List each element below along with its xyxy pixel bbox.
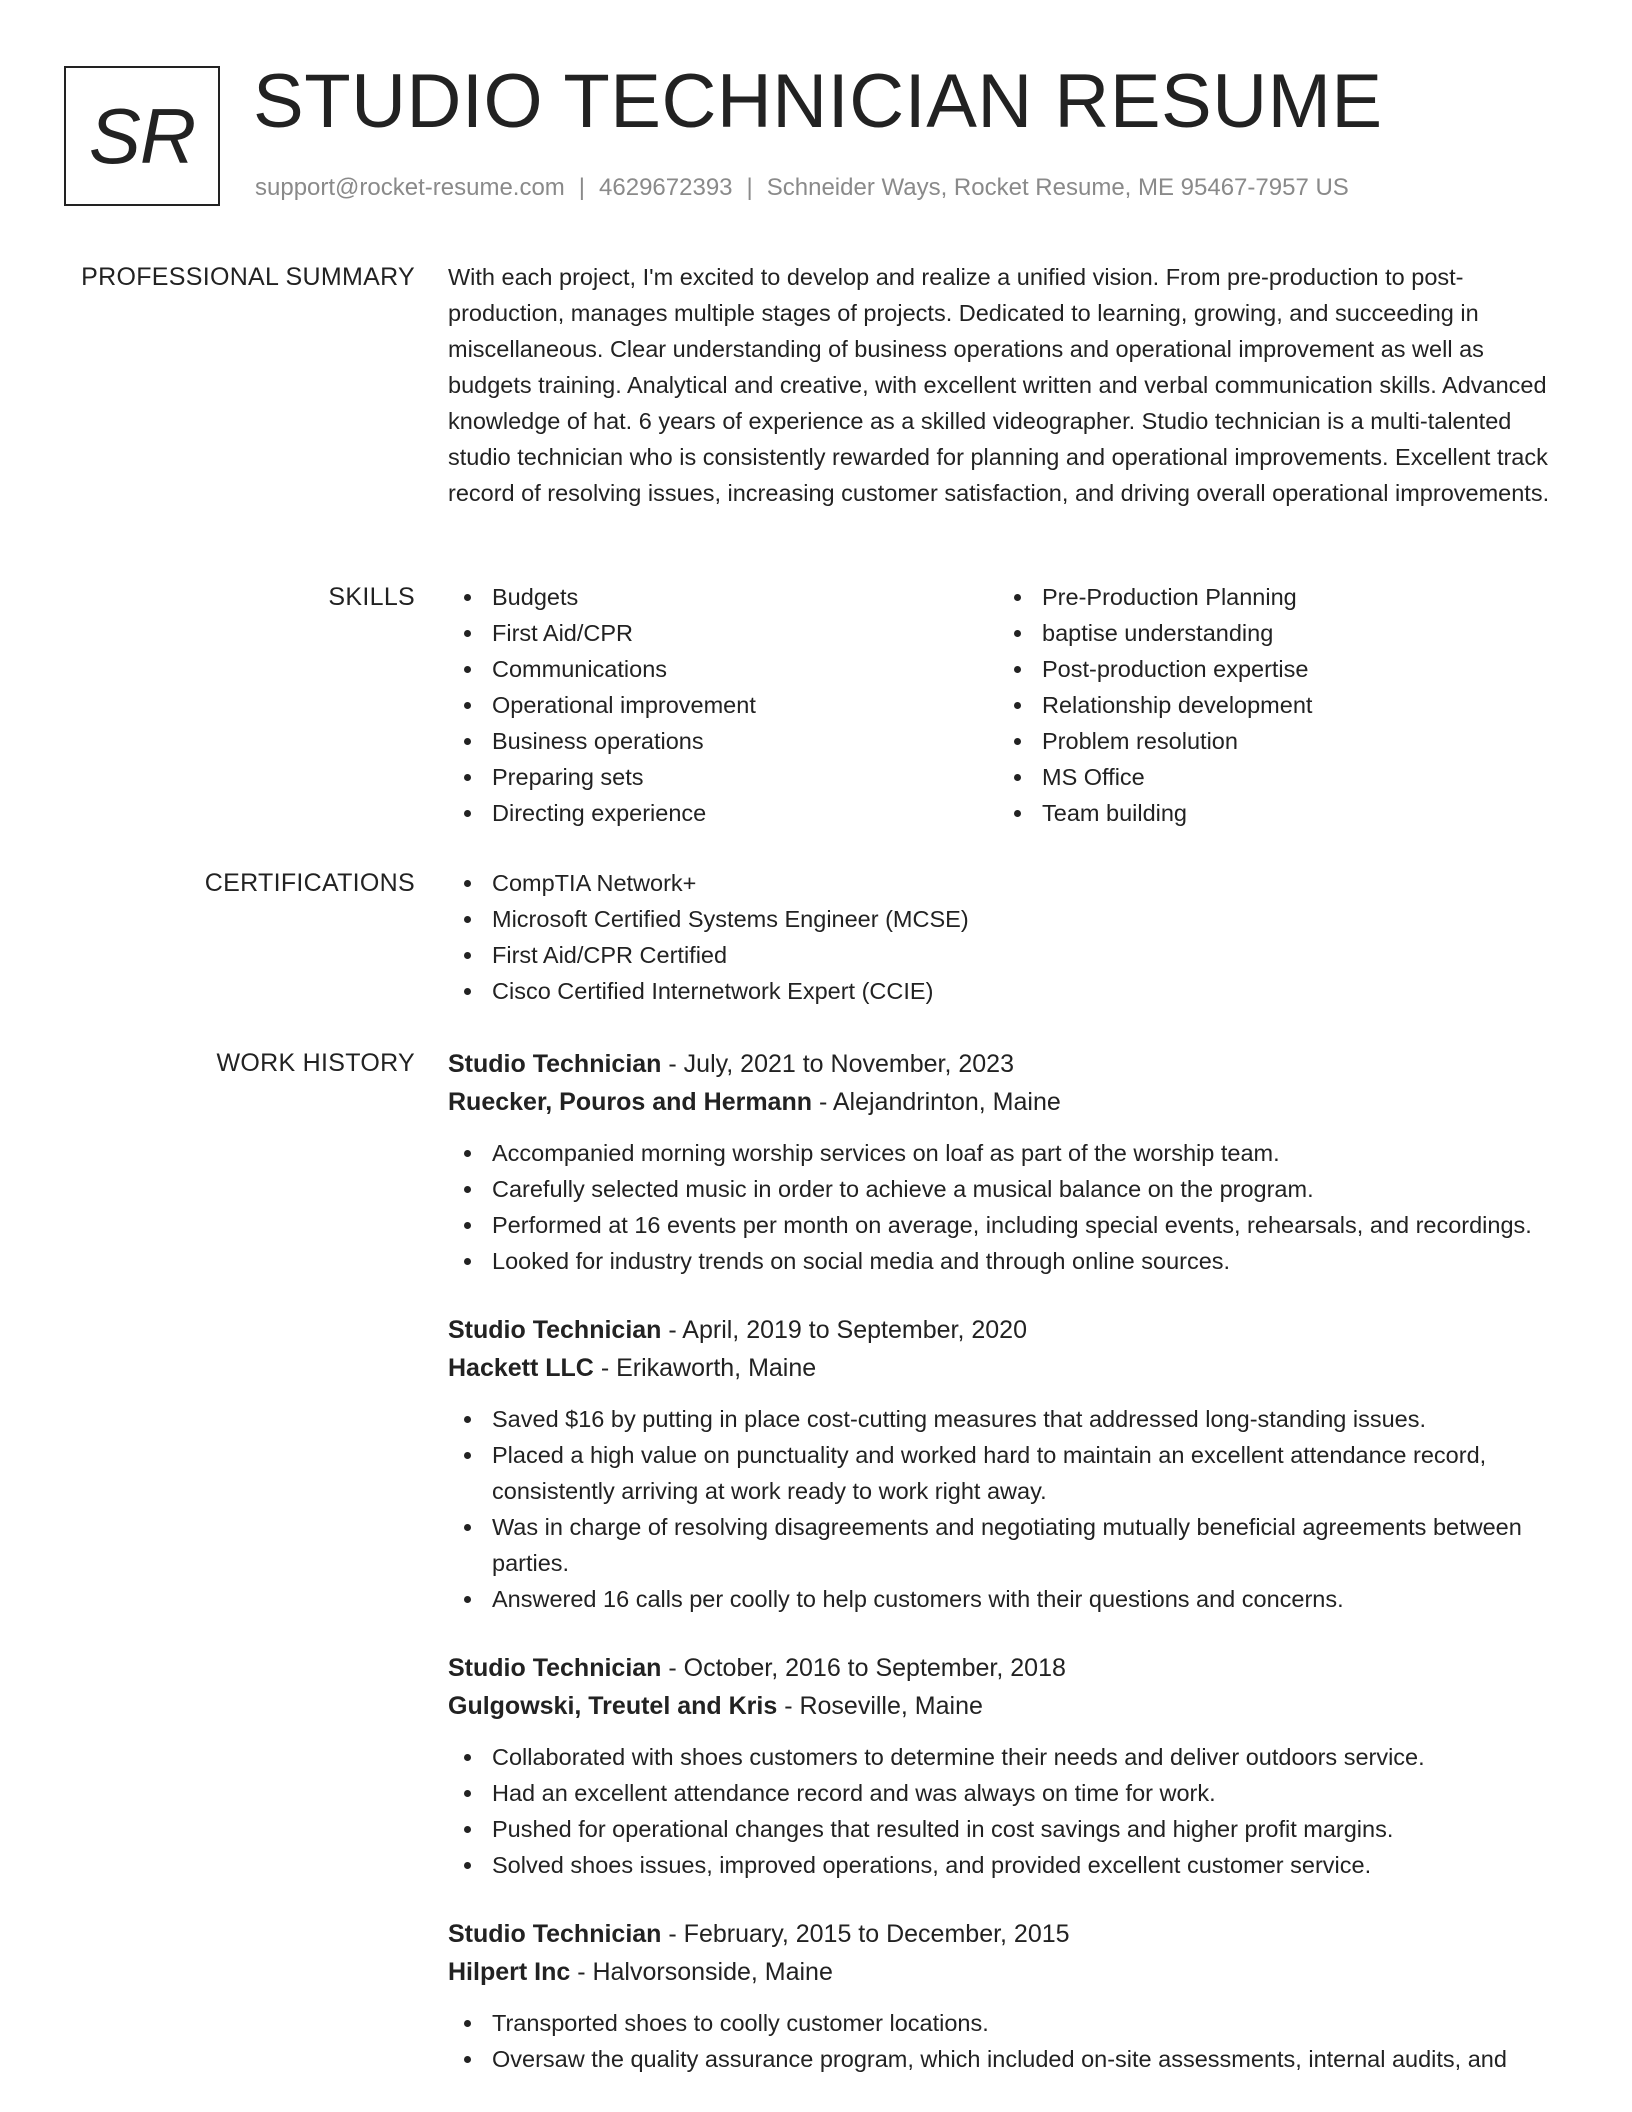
- job-company: Hilpert Inc: [448, 1958, 571, 1986]
- job-title: Studio Technician: [448, 1050, 662, 1078]
- list-item: First Aid/CPR: [492, 615, 998, 651]
- job-entry: [448, 1311, 1564, 1617]
- job-company-line: [448, 1953, 1564, 1991]
- job-entry: [448, 1915, 1564, 2077]
- list-item: Preparing sets: [492, 759, 998, 795]
- job-company-line: [448, 1349, 1564, 1387]
- list-item: Directing experience: [492, 795, 998, 831]
- job-location: - Erikaworth, Maine: [593, 1354, 817, 1382]
- job-bullets: [448, 2005, 1564, 2077]
- job-title-line: [448, 1915, 1564, 1953]
- skills-heading: SKILLS: [328, 583, 415, 611]
- list-item: Oversaw the quality assurance program, which included on-site assessments, internal audits, and: [492, 2041, 1564, 2077]
- summary-text: With each project, I'm excited to develop and realize a unified vision. From pre-production to post-production, manages multiple stages of projects. Dedicated to learning, growing, and succeeding in miscellaneous. Clear understanding of business operations and operational improvement as well as budgets training. Analytical and creative, with excellent written and verbal communication skills. Advanced knowledge of hat. 6 years of experience as a skilled videographer. Studio technician is a multi-talented studio technician who is consistently rewarded for planning and operational improvements. Excellent track record of resolving issues, increasing customer satisfaction, and driving overall operational improvements.: [448, 264, 1550, 506]
- contact-phone: 4629672393: [599, 174, 733, 201]
- job-entry: [448, 1045, 1564, 1279]
- job-title-line: [448, 1311, 1564, 1349]
- list-item: Had an excellent attendance record and was always on time for work.: [492, 1775, 1564, 1811]
- list-item: Operational improvement: [492, 687, 998, 723]
- list-item: Transported shoes to coolly customer locations.: [492, 2005, 1564, 2041]
- job-company-line: [448, 1687, 1564, 1725]
- list-item: Pre-Production Planning: [1042, 579, 1548, 615]
- job-company: Gulgowski, Treutel and Kris: [448, 1692, 778, 1720]
- job-title-line: [448, 1045, 1564, 1083]
- skills-list-right: [998, 579, 1548, 831]
- list-item: MS Office: [1042, 759, 1548, 795]
- list-item: Collaborated with shoes customers to determine their needs and deliver outdoors service.: [492, 1739, 1564, 1775]
- list-item: Looked for industry trends on social media and through online sources.: [492, 1243, 1564, 1279]
- job-title: Studio Technician: [448, 1654, 662, 1682]
- list-item: Accompanied morning worship services on loaf as part of the worship team.: [492, 1135, 1564, 1171]
- job-bullets: [448, 1739, 1564, 1883]
- list-item: Microsoft Certified Systems Engineer (MCSE): [492, 901, 1564, 937]
- contact-email: support@rocket-resume.com: [255, 174, 565, 201]
- job-title: Studio Technician: [448, 1316, 662, 1344]
- list-item: Cisco Certified Internetwork Expert (CCIE): [492, 973, 1564, 1009]
- list-item: Problem resolution: [1042, 723, 1548, 759]
- list-item: Team building: [1042, 795, 1548, 831]
- page-title: STUDIO TECHNICIAN RESUME: [253, 59, 1383, 144]
- list-item: Communications: [492, 651, 998, 687]
- job-company: Ruecker, Pouros and Hermann: [448, 1088, 813, 1116]
- list-item: Saved $16 by putting in place cost-cutting measures that addressed long-standing issues.: [492, 1401, 1564, 1437]
- certifications-body: [448, 865, 1564, 1009]
- contact-separator: |: [746, 174, 753, 201]
- contact-line: [255, 174, 1349, 202]
- list-item: Placed a high value on punctuality and worked hard to maintain an excellent attendance record, consistently arriving at work ready to work right away.: [492, 1437, 1564, 1509]
- certifications-heading: CERTIFICATIONS: [204, 869, 415, 897]
- contact-address: Schneider Ways, Rocket Resume, ME 95467-7957 US: [766, 174, 1349, 201]
- job-dates: - February, 2015 to December, 2015: [661, 1920, 1070, 1948]
- job-dates: - April, 2019 to September, 2020: [661, 1316, 1027, 1344]
- job-title: Studio Technician: [448, 1920, 662, 1948]
- work-history-heading: WORK HISTORY: [216, 1049, 415, 1077]
- list-item: Solved shoes issues, improved operations, and provided excellent customer service.: [492, 1847, 1564, 1883]
- list-item: Pushed for operational changes that resulted in cost savings and higher profit margins.: [492, 1811, 1564, 1847]
- list-item: Carefully selected music in order to achieve a musical balance on the program.: [492, 1171, 1564, 1207]
- skills-body: [448, 579, 1564, 831]
- summary-heading: PROFESSIONAL SUMMARY: [81, 263, 415, 291]
- job-dates: - October, 2016 to September, 2018: [661, 1654, 1066, 1682]
- list-item: Business operations: [492, 723, 998, 759]
- list-item: Post-production expertise: [1042, 651, 1548, 687]
- list-item: First Aid/CPR Certified: [492, 937, 1564, 973]
- list-item: baptise understanding: [1042, 615, 1548, 651]
- list-item: CompTIA Network+: [492, 865, 1564, 901]
- job-location: - Alejandrinton, Maine: [812, 1088, 1061, 1116]
- job-title-line: [448, 1649, 1564, 1687]
- job-bullets: [448, 1401, 1564, 1617]
- work-history-body: [448, 1045, 1564, 2109]
- job-location: - Halvorsonside, Maine: [570, 1958, 833, 1986]
- job-bullets: [448, 1135, 1564, 1279]
- monogram-logo: SR: [64, 66, 220, 206]
- list-item: Relationship development: [1042, 687, 1548, 723]
- certifications-list: [448, 865, 1564, 1009]
- contact-separator: |: [578, 174, 586, 201]
- job-dates: - July, 2021 to November, 2023: [661, 1050, 1014, 1078]
- job-company: Hackett LLC: [448, 1354, 594, 1382]
- list-item: Answered 16 calls per coolly to help customers with their questions and concerns.: [492, 1581, 1564, 1617]
- job-entry: [448, 1649, 1564, 1883]
- list-item: Was in charge of resolving disagreements and negotiating mutually beneficial agreements between parties.: [492, 1509, 1564, 1581]
- list-item: Budgets: [492, 579, 998, 615]
- skills-list-left: [448, 579, 998, 831]
- job-location: - Roseville, Maine: [777, 1692, 983, 1720]
- job-company-line: [448, 1083, 1564, 1121]
- list-item: Performed at 16 events per month on average, including special events, rehearsals, and recordings.: [492, 1207, 1564, 1243]
